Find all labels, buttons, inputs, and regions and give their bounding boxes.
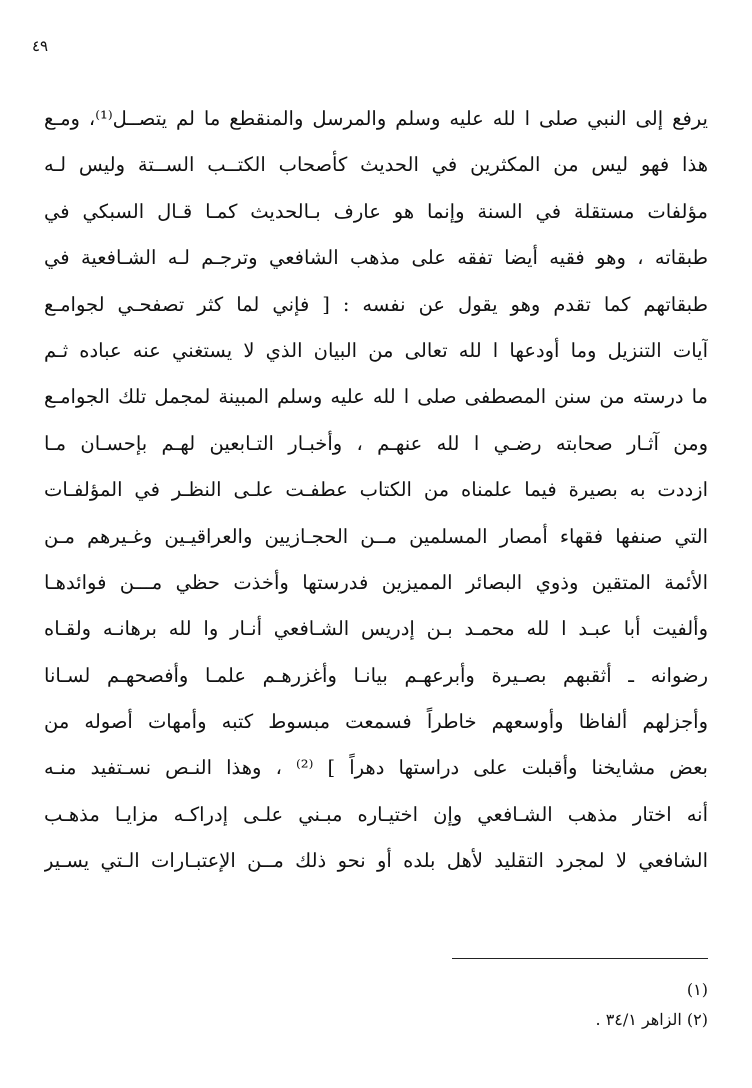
text-line: مؤلفات مستقلة في السنة وإنما هو عارف بـالحديث كمـا قـال السبكي في xyxy=(44,199,708,223)
text-line: يرفع إلى النبي صلى ا لله عليه وسلم والمرسل والمنقطع ما لم يتصــل⁽¹⁾، ومـع xyxy=(44,107,708,130)
text-line: وألفيت أبا عبـد ا لله محمـد بـن إدريس الشـافعي أنـار وا لله برهانـه ولقـاه xyxy=(44,617,708,641)
page-number: ٤٩ xyxy=(32,37,49,55)
text-line: بعض مشايخنا وأقبلت على دراستها دهراً ] ⁽²⁾ ، وهذا النـص نسـتفيد منـه xyxy=(44,756,708,780)
footnote-divider xyxy=(452,958,708,959)
text-line: ازددت به بصيرة فيما علمناه من الكتاب عطفـت علـى النظـر في المؤلفـات xyxy=(44,478,708,502)
footnote-1: (١) xyxy=(686,980,708,999)
text-line: ومن آثـار صحابته رضـي ا لله عنهـم ، وأخبـار التـابعين لهـم بإحسـان مـا xyxy=(44,431,708,455)
text-line: الشافعي لا لمجرد التقليد لأهل بلده أو نحو ذلك مــن الإعتبـارات الـتي يسـير xyxy=(44,849,708,873)
text-line: هذا فهو ليس من المكثرين في الحديث كأصحاب الكتــب الســتة وليس لـه xyxy=(44,153,708,177)
text-line: وأجزلهم ألفاظا وأوسعهم خاطراً فسمعت مبسوط كتبه وأمهات أصوله من xyxy=(44,710,708,734)
footnote-2: (٢) الزاهر ٣٤/١ . xyxy=(595,1010,708,1029)
text-line: طبقاته ، وهو فقيه أيضا تفقه على مذهب الشافعي وترجـم لـه الشـافعية في xyxy=(44,246,708,270)
text-line: الأئمة المتقين وذوي البصائر المميزين فدرستها وأخذت حظي مـــن فوائدهـا xyxy=(44,570,708,594)
footnotes xyxy=(44,975,708,1035)
text-line: آيات التنزيل وما أودعها ا لله تعالى من البيان الذي لا يستغني عنه عباده ثـم xyxy=(44,338,708,362)
text-line: أنه اختار مذهب الشـافعي وإن اختيـاره مبـني علـى إدراكـه مزايـا مذهـب xyxy=(44,802,708,826)
text-line: رضوانه ـ أثقبهم بصـيرة وأبرعهـم بيانـا وأغزرهـم علمـا وأفصحهـم لسـانا xyxy=(44,663,708,687)
text-line: طبقاتهم كما تقدم وهو يقول عن نفسه : [ فإني لما كثر تصفحـي لجوامـع xyxy=(44,292,708,316)
text-line: ما درسته من سنن المصطفى صلى ا لله عليه وسلم المبينة لمجمل تلك الجوامـع xyxy=(44,385,708,409)
main-text xyxy=(44,96,708,885)
text-line: التي صنفها فقهاء أمصار المسلمين مــن الحجـازيين والعراقيـين وغـيرهم مـن xyxy=(44,524,708,548)
